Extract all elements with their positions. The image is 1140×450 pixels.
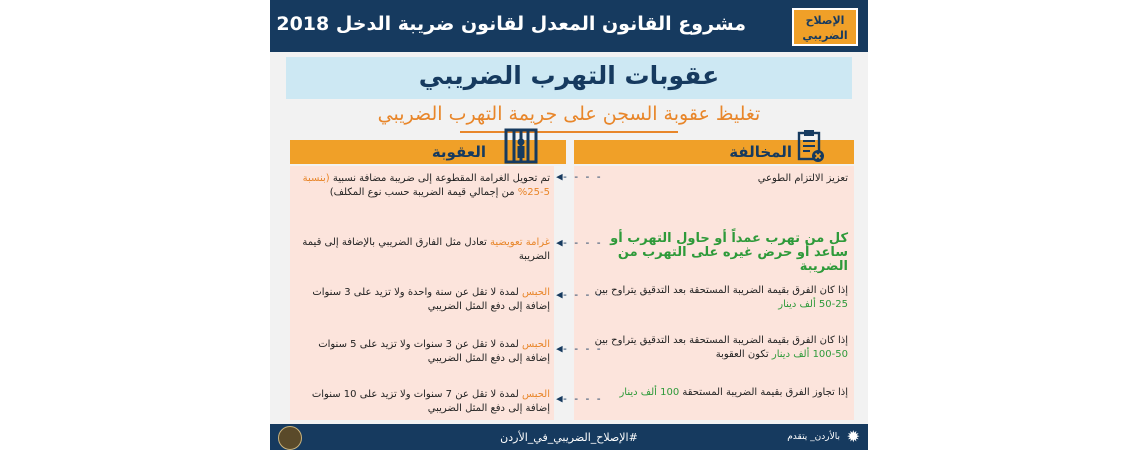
violation-range: 100 ألف دينار [619, 387, 680, 398]
star-icon: ✹ [846, 427, 860, 446]
penalty-cell [294, 338, 550, 366]
dashed-arrow-left-icon: ◀- - - - [556, 236, 601, 249]
penalty-ratio: (بنسبة 5-25% [302, 173, 550, 198]
penalty-highlight: الحبس [521, 287, 550, 298]
subtitle: تغليظ عقوبة السجن على جريمة التهرب الضريبي [377, 103, 761, 125]
dashed-arrow-left-icon: ◀- - - - [556, 170, 601, 183]
dashed-arrow-left-icon: ◀- - - - [556, 342, 601, 355]
subtitle-underline [460, 131, 678, 133]
footer-slogan: بالأردن_ يتقدم [787, 432, 840, 442]
badge-line-2: الضريبي [802, 29, 848, 42]
violation-cell [586, 284, 848, 312]
dashed-arrow-left-icon: ◀- - - - [556, 288, 601, 301]
violation-header-label: المخالفة [729, 143, 792, 161]
penalty-highlight: الحبس [521, 389, 550, 400]
violation-text: كل من تهرب عمداً أو حاول التهرب أو ساعد أو حرض غيره على التهرب من الضريبة [610, 231, 848, 274]
violation-cell [586, 172, 848, 186]
violation-text: إذا كان الفرق بقيمة الضريبة المستحقة بعد التدقيق يتراوح بين [594, 285, 848, 296]
penalty-text-rest: من إجمالي قيمة الضريبة حسب نوع المكلف) [329, 187, 515, 198]
section-banner [286, 57, 852, 99]
badge-line-1: الإصلاح [805, 14, 845, 27]
dashed-arrow-left-icon: ◀- - - - [556, 392, 601, 405]
penalty-cell [294, 286, 550, 314]
penalty-cell [294, 388, 550, 416]
penalty-text: لمدة لا تقل عن سنة واحدة ولا تزيد على 3 سنوات إضافة إلى دفع المثل الضريبي [312, 287, 550, 312]
infographic-poster [270, 0, 868, 450]
footer-hashtag: #الإصلاح_الضريبي_في_الأردن [500, 431, 638, 444]
penalty-column-header [290, 140, 566, 164]
penalty-text: تم تحويل الغرامة المقطوعة إلى ضريبة مضافة نسبية [332, 173, 550, 184]
penalty-highlight: غرامة تعويضية [489, 237, 550, 248]
violation-cell [586, 334, 848, 362]
violation-range: 50-100 ألف دينار [771, 349, 848, 360]
penalty-header-label: العقوبة [431, 143, 486, 161]
violation-text-end: تكون العقوبة [715, 349, 769, 360]
violation-cell [586, 232, 848, 274]
jail-bars-icon [504, 128, 538, 164]
penalty-cell [294, 172, 550, 200]
violation-text: إذا تجاوز الفرق بقيمة الضريبة المستحقة [682, 387, 848, 398]
reform-badge [792, 8, 858, 46]
violation-cell [586, 386, 848, 400]
header-bar [270, 0, 868, 52]
clipboard-x-icon [796, 128, 826, 164]
violation-text: تعزيز الالتزام الطوعي [757, 173, 848, 184]
footer-bar [270, 424, 868, 450]
banner-title: عقوبات التهرب الضريبي [418, 61, 720, 90]
violation-range: 25-50 ألف دينار [778, 299, 848, 310]
poster-title: مشروع القانون المعدل لقانون ضريبة الدخل 2018 [276, 13, 746, 35]
penalty-cell [294, 236, 550, 264]
penalty-text: لمدة لا تقل عن 3 سنوات ولا تزيد على 5 سنوات إضافة إلى دفع المثل الضريبي [318, 339, 550, 364]
penalty-text: لمدة لا تقل عن 7 سنوات ولا تزيد على 10 سنوات إضافة إلى دفع المثل الضريبي [311, 389, 550, 414]
violation-text: إذا كان الفرق بقيمة الضريبة المستحقة بعد التدقيق يتراوح بين [594, 335, 848, 346]
violation-column-header [574, 140, 854, 164]
penalty-highlight: الحبس [521, 339, 550, 350]
penalty-text: تعادل مثل الفارق الضريبي بالإضافة إلى قيمة الضريبة [302, 237, 550, 262]
